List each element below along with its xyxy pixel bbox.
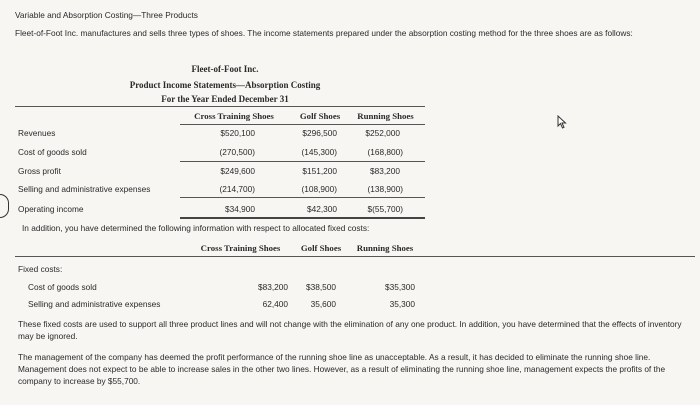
row-value: $252,000 — [365, 128, 400, 138]
fixed-column-header-running: Running Shoes — [356, 243, 414, 253]
row-value: $520,100 — [220, 128, 255, 138]
statement-company: Fleet-of-Foot Inc. — [191, 64, 259, 74]
fixed-row-value: 35,600 — [310, 299, 336, 309]
column-header-cross-training: Cross Training Shoes — [194, 111, 274, 121]
row-value: $296,500 — [302, 128, 337, 138]
fixed-table-rule — [15, 256, 695, 257]
row-label-gross-profit: Gross profit — [18, 166, 61, 176]
row-value: (214,700) — [219, 184, 255, 194]
section-title: Variable and Absorption Costing—Three Products — [15, 10, 198, 20]
subtotal-rule — [180, 197, 425, 198]
fixed-row-label-selling-admin: Selling and administrative expenses — [28, 299, 161, 309]
fixed-row-label-cogs: Cost of goods sold — [28, 282, 97, 292]
fixed-costs-heading: Fixed costs: — [18, 264, 63, 274]
fixed-column-header-cross-training: Cross Training Shoes — [200, 243, 281, 253]
fixed-row-value: $83,200 — [258, 282, 288, 292]
subtotal-rule — [180, 161, 425, 162]
statement-title: Product Income Statements—Absorption Costing — [129, 80, 321, 90]
margin-bracket-icon — [0, 194, 9, 218]
row-value: (108,900) — [301, 184, 337, 194]
row-value: (138,900) — [367, 184, 403, 194]
column-header-golf: Golf Shoes — [299, 111, 341, 121]
row-label-selling-admin: Selling and administrative expenses — [18, 184, 151, 194]
row-value: (168,800) — [367, 147, 403, 157]
note-management: The management of the company has deemed the profit performance of the running shoe line as unacceptable. As a result, it has decided to eliminate the running shoe line. Management does not expect to be able to increase sales in the other two lines. However, as a result of eliminating the running shoe line, management expects the profits of the company to increase by $55,700. — [18, 352, 666, 386]
row-value: $249,600 — [220, 166, 255, 176]
column-header-rule — [180, 124, 425, 125]
header-rule-top — [15, 106, 425, 107]
intro-paragraph: Fleet-of-Foot Inc. manufactures and sells three types of shoes. The income statements prepared under the absorption costing method for the three shoes are as follows: — [15, 28, 633, 38]
mouse-cursor-icon — [557, 115, 567, 129]
row-label-cogs: Cost of goods sold — [18, 147, 87, 157]
row-label-operating-income: Operating income — [18, 204, 84, 214]
fixed-row-value: $35,300 — [385, 282, 415, 292]
row-value: (270,500) — [219, 147, 255, 157]
row-value: $42,300 — [307, 204, 337, 214]
fixed-column-header-golf: Golf Shoes — [300, 243, 342, 253]
statement-period: For the Year Ended December 31 — [161, 94, 289, 104]
row-value: $34,900 — [225, 204, 255, 214]
row-label-revenues: Revenues — [18, 128, 56, 138]
note-fixed-costs: These fixed costs are used to support all three product lines and will not change with the elimination of any one product. In addition, you have determined that the effects of inventory may be ignored. — [18, 319, 682, 341]
fixed-row-value: 35,300 — [389, 299, 415, 309]
column-header-running: Running Shoes — [357, 111, 414, 121]
total-double-rule — [180, 217, 425, 219]
fixed-row-value: 62,400 — [262, 299, 288, 309]
fixed-costs-intro: In addition, you have determined the following information with respect to allocated fixed costs: — [22, 223, 370, 233]
row-value: $83,200 — [370, 166, 400, 176]
fixed-row-value: $38,500 — [306, 282, 336, 292]
row-value: $(55,700) — [367, 204, 403, 214]
row-value: (145,300) — [301, 147, 337, 157]
row-value: $151,200 — [302, 166, 337, 176]
